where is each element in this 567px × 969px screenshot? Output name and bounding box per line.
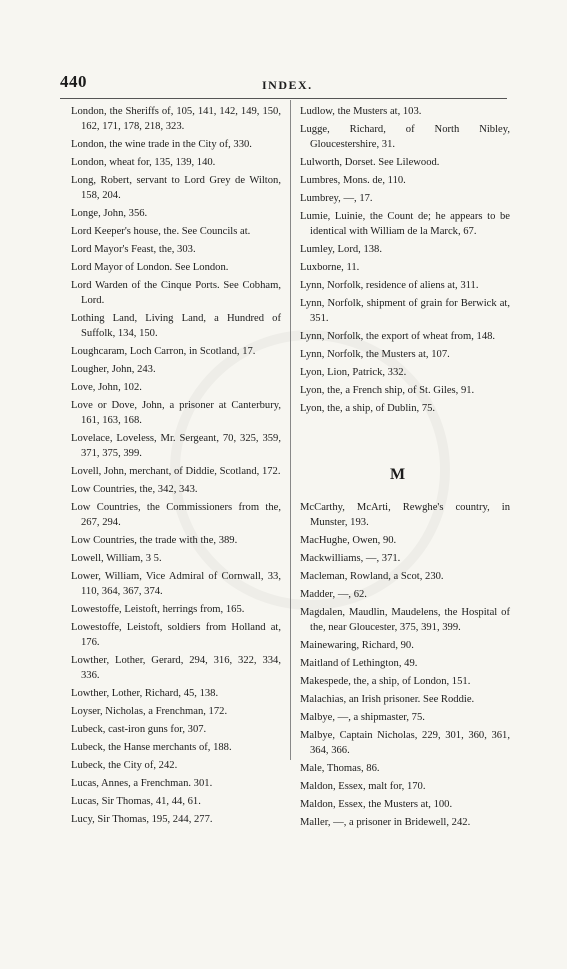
index-entry: Malbye, —, a shipmaster, 75. (300, 712, 425, 723)
index-entry: Low Countries, the trade with the, 389. (71, 535, 238, 546)
index-entry: Lynn, Norfolk, residence of aliens at, 311. (300, 280, 479, 291)
section-letter: M (390, 466, 407, 483)
index-entry: Lord Warden of the Cinque Ports. See Cobham, Lord. (71, 280, 281, 306)
index-entry: Lumley, Lord, 138. (300, 244, 382, 255)
index-entry: Lynn, Norfolk, the export of wheat from, 148. (300, 331, 496, 342)
page-number: 440 (60, 72, 87, 91)
index-entry: Lord Mayor of London. See London. (71, 262, 229, 273)
index-entry: Lowther, Lother, Richard, 45, 138. (71, 688, 219, 699)
index-entry: Lower, William, Vice Admiral of Cornwall, 33, 110, 364, 367, 374. (71, 571, 281, 597)
index-entry: Lubeck, the City of, 242. (71, 760, 178, 771)
index-entry: London, the Sheriffs of, 105, 141, 142, 149, 150, 162, 171, 178, 218, 323. (71, 106, 281, 132)
index-entry: Lougher, John, 243. (71, 364, 156, 375)
index-entry: London, the wine trade in the City of, 330. (71, 139, 252, 150)
index-entry: Lubeck, cast-iron guns for, 307. (71, 724, 207, 735)
index-entry: Lucas, Annes, a Frenchman. 301. (71, 778, 213, 789)
right-column (300, 104, 510, 419)
index-entry: Lowestoffe, Leistoft, soldiers from Holland at, 176. (71, 622, 281, 648)
index-entry: Macleman, Rowland, a Scot, 230. (300, 571, 444, 582)
index-entry: Lord Keeper's house, the. See Councils at. (71, 226, 251, 237)
right-column-m-section (300, 500, 510, 833)
index-entry: Lynn, Norfolk, shipment of grain for Berwick at, 351. (300, 298, 510, 324)
index-entry: Luxborne, 11. (300, 262, 360, 273)
index-entry: Lumie, Luinie, the Count de; he appears to be identical with William de la Marck, 67. (300, 211, 510, 237)
index-entry: Madder, —, 62. (300, 589, 367, 600)
index-entry: Maldon, Essex, the Musters at, 100. (300, 799, 453, 810)
index-entry: McCarthy, McArti, Rewghe's country, in Munster, 193. (300, 502, 510, 528)
index-entry: Low Countries, the Commissioners from the, 267, 294. (71, 502, 281, 528)
index-entry: Love, John, 102. (71, 382, 142, 393)
index-entry: Lovell, John, merchant, of Diddie, Scotland, 172. (71, 466, 281, 477)
index-entry: London, wheat for, 135, 139, 140. (71, 157, 216, 168)
index-entry: Lowell, William, 3 5. (71, 553, 162, 564)
index-entry: Male, Thomas, 86. (300, 763, 380, 774)
index-entry: MacHughe, Owen, 90. (300, 535, 397, 546)
index-entry: Lubeck, the Hanse merchants of, 188. (71, 742, 232, 753)
index-entry: Mackwilliams, —, 371. (300, 553, 401, 564)
left-column (71, 104, 281, 830)
index-entry: Lucy, Sir Thomas, 195, 244, 277. (71, 814, 213, 825)
column-divider (290, 100, 291, 760)
index-entry: Lord Mayor's Feast, the, 303. (71, 244, 196, 255)
index-entry: Lowther, Lother, Gerard, 294, 316, 322, 334, 336. (71, 655, 281, 681)
index-entry: Lyon, the, a ship, of Dublin, 75. (300, 403, 436, 414)
index-entry: Lothing Land, Living Land, a Hundred of Suffolk, 134, 150. (71, 313, 281, 339)
index-entry: Lowestoffe, Leistoft, herrings from, 165. (71, 604, 245, 615)
index-entry: Lumbres, Mons. de, 110. (300, 175, 406, 186)
index-entry: Lovelace, Loveless, Mr. Sergeant, 70, 325, 359, 371, 375, 399. (71, 433, 281, 459)
index-entry: Maldon, Essex, malt for, 170. (300, 781, 426, 792)
index-entry: Makespede, the, a ship, of London, 151. (300, 676, 471, 687)
index-entry: Love or Dove, John, a prisoner at Canterbury, 161, 163, 168. (71, 400, 281, 426)
index-entry: Low Countries, the, 342, 343. (71, 484, 198, 495)
index-entry: Lucas, Sir Thomas, 41, 44, 61. (71, 796, 201, 807)
index-entry: Magdalen, Maudlin, Maudelens, the Hospital of the, near Gloucester, 375, 391, 399. (300, 607, 510, 633)
index-entry: Lynn, Norfolk, the Musters at, 107. (300, 349, 450, 360)
index-entry: Maitland of Lethington, 49. (300, 658, 418, 669)
index-entry: Maller, —, a prisoner in Bridewell, 242. (300, 817, 471, 828)
header-rule (60, 98, 507, 99)
index-entry: Loyser, Nicholas, a Frenchman, 172. (71, 706, 228, 717)
index-entry: Lyon, the, a French ship, of St. Giles, 91. (300, 385, 475, 396)
index-entry: Lyon, Lion, Patrick, 332. (300, 367, 407, 378)
index-entry: Ludlow, the Musters at, 103. (300, 106, 422, 117)
index-entry: Lumbrey, —, 17. (300, 193, 373, 204)
index-entry: Malbye, Captain Nicholas, 229, 301, 360, 361, 364, 366. (300, 730, 510, 756)
index-entry: Malachias, an Irish prisoner. See Roddie. (300, 694, 475, 705)
index-entry: Mainewaring, Richard, 90. (300, 640, 414, 651)
index-entry: Lulworth, Dorset. See Lilewood. (300, 157, 440, 168)
index-entry: Long, Robert, servant to Lord Grey de Wilton, 158, 204. (71, 175, 281, 201)
page-title: INDEX. (262, 78, 313, 92)
index-entry: Lugge, Richard, of North Nibley, Gloucestershire, 31. (300, 124, 510, 150)
index-entry: Loughcaram, Loch Carron, in Scotland, 17. (71, 346, 256, 357)
index-entry: Longe, John, 356. (71, 208, 148, 219)
